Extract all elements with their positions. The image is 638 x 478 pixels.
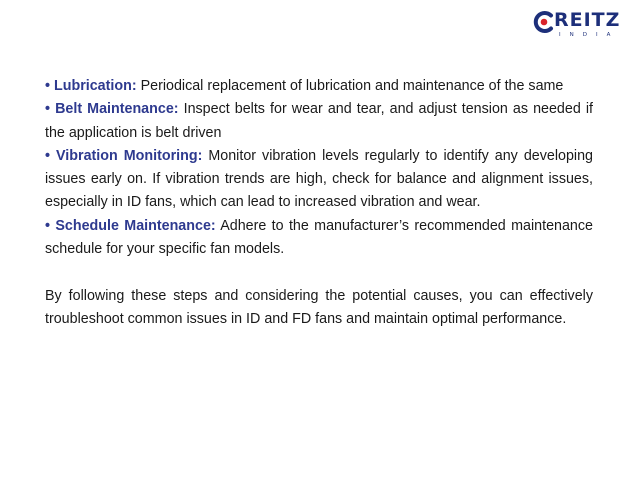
bullet-heading: Vibration Monitoring:: [56, 147, 203, 164]
bullet-icon: •: [45, 147, 51, 164]
bullet-text: Periodical replacement of lubrication and maintenance of the same: [136, 78, 564, 94]
bullet-item-belt-maintenance: [45, 98, 593, 145]
summary-paragraph: By following these steps and considering the potential causes, you can effectively troubleshoot common issues in ID and FD fans and maintain optimal performance.: [45, 287, 593, 327]
bullet-text: Monitor vibration levels regularly to identify any developing issues early on. If vibration trends are high, check for balance and alignment issues, especially in ID fans, which can lead to increased vibration and wear.: [45, 147, 593, 211]
bullet-text: Adhere to the manufacturer’s recommended maintenance schedule for your specific fan models.: [45, 217, 593, 258]
slide-body: [45, 75, 593, 331]
bullet-icon: •: [45, 101, 51, 118]
brand-logo: [532, 9, 628, 39]
bullet-icon: •: [45, 217, 51, 234]
bullet-icon: •: [45, 78, 51, 94]
bullet-heading: Schedule Maintenance:: [55, 217, 216, 234]
bullet-item-schedule-maintenance: [45, 215, 593, 262]
bullet-heading: Belt Maintenance:: [55, 101, 179, 118]
bullet-text: Inspect belts for wear and tear, and adjust tension as needed if the application is belt driven: [45, 101, 593, 141]
bullet-heading: Lubrication:: [54, 78, 137, 94]
brand-name: REITZ: [554, 9, 621, 31]
brand-subtitle: INDIA: [559, 32, 620, 38]
bullet-item-lubrication: [45, 75, 593, 98]
bullet-item-vibration-monitoring: [45, 145, 593, 215]
reitz-logo-icon: [532, 10, 556, 34]
